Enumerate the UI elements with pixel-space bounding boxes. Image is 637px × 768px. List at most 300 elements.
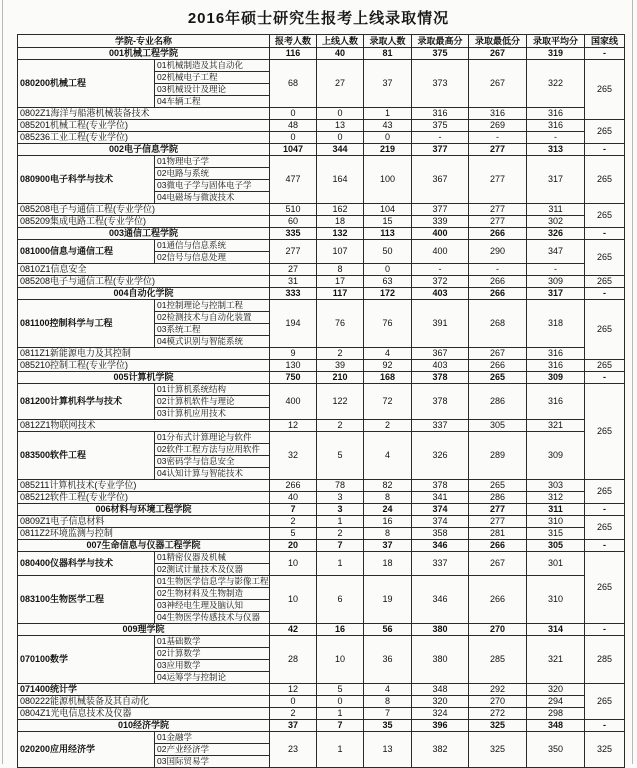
value-cell: 81 [364,48,412,60]
specialty-code-cell: 080400仪器科学与技术 [18,552,155,576]
specialty-code-cell: 085211计算机技术(专业学位) [18,480,270,492]
value-cell: 12 [270,420,317,432]
value-cell: 314 [527,624,585,636]
value-cell: 290 [469,240,527,264]
value-cell: 9 [270,348,317,360]
value-cell: 2 [364,420,412,432]
value-cell: 15 [364,216,412,228]
direction-row [18,636,625,648]
direction-row [18,156,625,168]
value-cell: 7 [317,720,364,732]
value-cell: 10 [317,636,364,684]
direction-cell: 01生物医学信息学与影像工程 [155,576,270,588]
value-cell: 305 [527,540,585,552]
value-cell: 325 [469,720,527,732]
value-cell: 373 [412,60,469,108]
value-cell: 266 [469,540,527,552]
value-cell: 7 [364,708,412,720]
direction-cell: 04模式识别与智能系统 [155,336,270,348]
national-line-cell: 265 [585,516,625,540]
value-cell: 132 [317,228,364,240]
value-cell: 358 [412,528,469,540]
value-cell: 477 [270,156,317,204]
college-name-cell: 005计算机学院 [18,372,270,384]
direction-row [18,300,625,312]
value-cell: 3 [317,492,364,504]
value-cell: - [412,132,469,144]
value-cell: 37 [364,540,412,552]
value-cell: 100 [364,156,412,204]
value-cell: 16 [364,516,412,528]
direction-cell: 04电磁场与微波技术 [155,192,270,204]
value-cell: 1 [317,708,364,720]
value-cell: 322 [527,60,585,108]
value-cell: 403 [412,288,469,300]
direction-cell: 02机械电子工程 [155,72,270,84]
value-cell: 321 [527,420,585,432]
specialty-row [18,276,625,288]
value-cell: 266 [469,360,527,372]
specialty-code-cell: 083100生物医学工程 [18,576,155,624]
specialty-row [18,348,625,360]
value-cell: 750 [270,372,317,384]
value-cell: 8 [317,264,364,276]
value-cell: 367 [412,348,469,360]
direction-cell: 04认知计算与智能技术 [155,468,270,480]
specialty-row [18,696,625,708]
specialty-row [18,528,625,540]
value-cell: 348 [527,720,585,732]
value-cell: 60 [270,216,317,228]
value-cell: 267 [469,60,527,108]
college-row [18,288,625,300]
value-cell: 320 [527,684,585,696]
specialty-code-cell: 0811Z2环境监测与控制 [18,528,270,540]
value-cell: 82 [364,480,412,492]
value-cell: 172 [364,288,412,300]
value-cell: 0 [270,132,317,144]
direction-cell: 04运筹学与控制论 [155,672,270,684]
direction-cell: 03神经电生理及脑认知 [155,600,270,612]
value-cell: 268 [469,300,527,348]
value-cell: 42 [270,624,317,636]
value-cell: 10 [270,576,317,624]
value-cell: 319 [527,48,585,60]
college-row [18,540,625,552]
value-cell: 0 [364,132,412,144]
value-cell: 335 [270,228,317,240]
value-cell: 266 [469,576,527,624]
value-cell: 40 [317,48,364,60]
value-cell: 122 [317,384,364,420]
value-cell: 311 [527,204,585,216]
admissions-table [17,34,625,768]
value-cell: 400 [270,384,317,420]
value-cell: 309 [527,276,585,288]
value-cell: 277 [469,204,527,216]
value-cell: 346 [412,540,469,552]
specialty-code-cell: 085201机械工程(专业学位) [18,120,270,132]
direction-cell: 02软件工程方法与应用软件 [155,444,270,456]
value-cell: 403 [412,360,469,372]
value-cell: 265 [469,372,527,384]
value-cell: 35 [364,720,412,732]
value-cell: 266 [270,480,317,492]
national-line-cell: 325 [585,732,625,768]
direction-cell: 04车辆工程 [155,96,270,108]
value-cell: 510 [270,204,317,216]
value-cell: 333 [270,288,317,300]
value-cell: 305 [469,420,527,432]
value-cell: 285 [469,636,527,684]
value-cell: 269 [469,120,527,132]
value-cell: 374 [412,504,469,516]
value-cell: 378 [412,384,469,420]
value-cell: 76 [317,300,364,348]
value-cell: 5 [317,432,364,480]
specialty-row [18,708,625,720]
college-name-cell: 010经济学院 [18,720,270,732]
value-cell: 289 [469,432,527,480]
college-name-cell: 004自动化学院 [18,288,270,300]
direction-cell: 02检测技术与自动化装置 [155,312,270,324]
value-cell: 36 [364,636,412,684]
college-row [18,228,625,240]
value-cell: 317 [527,288,585,300]
specialty-code-cell: 085208电子与通信工程(专业学位) [18,276,270,288]
value-cell: 378 [412,480,469,492]
value-cell: 56 [364,624,412,636]
value-cell: 2 [317,528,364,540]
value-cell: 164 [317,156,364,204]
value-cell: 72 [364,384,412,420]
value-cell: 372 [412,276,469,288]
value-cell: 107 [317,240,364,264]
value-cell: 19 [364,576,412,624]
direction-cell: 03微电子学与固体电子学 [155,180,270,192]
column-header: 录取最高分 [412,35,469,48]
national-line-cell: - [585,144,625,156]
table-body [18,48,625,768]
value-cell: 400 [412,240,469,264]
value-cell: 27 [317,60,364,108]
college-row [18,720,625,732]
value-cell: 0 [317,696,364,708]
specialty-row [18,264,625,276]
value-cell: 350 [527,732,585,768]
table-header [18,35,625,48]
value-cell: 318 [527,300,585,348]
value-cell: 18 [317,216,364,228]
value-cell: 277 [270,240,317,264]
value-cell: 277 [469,216,527,228]
column-header: 国家线 [585,35,625,48]
value-cell: 6 [317,576,364,624]
value-cell: 301 [527,552,585,576]
value-cell: 320 [412,696,469,708]
value-cell: 265 [469,480,527,492]
value-cell: 326 [527,228,585,240]
value-cell: 1 [317,732,364,768]
national-line-cell: - [585,504,625,516]
value-cell: 116 [270,48,317,60]
specialty-row [18,204,625,216]
value-cell: 272 [469,708,527,720]
value-cell: 298 [527,708,585,720]
value-cell: 316 [527,120,585,132]
college-name-cell: 001机械工程学院 [18,48,270,60]
value-cell: 377 [412,144,469,156]
value-cell: 7 [317,540,364,552]
direction-cell: 01分布式计算理论与软件 [155,432,270,444]
value-cell: 104 [364,204,412,216]
college-row [18,504,625,516]
value-cell: 16 [317,624,364,636]
value-cell: 347 [527,240,585,264]
value-cell: 7 [270,504,317,516]
direction-row [18,240,625,252]
value-cell: 210 [317,372,364,384]
value-cell: 43 [364,120,412,132]
value-cell: 270 [469,696,527,708]
value-cell: 0 [270,696,317,708]
college-name-cell: 007生命信息与仪器工程学院 [18,540,270,552]
value-cell: 310 [527,576,585,624]
value-cell: 50 [364,240,412,264]
specialty-code-cell: 085212软件工程(专业学位) [18,492,270,504]
page-right-border [632,0,633,764]
value-cell: 2 [270,708,317,720]
national-line-cell: - [585,624,625,636]
specialty-code-cell: 083500软件工程 [18,432,155,480]
value-cell: 24 [364,504,412,516]
specialty-row [18,480,625,492]
value-cell: 326 [412,432,469,480]
value-cell: 1 [317,552,364,576]
direction-row [18,576,625,588]
direction-cell: 02计算机软件与理论 [155,396,270,408]
value-cell: 281 [469,528,527,540]
value-cell: 348 [412,684,469,696]
direction-row [18,432,625,444]
value-cell: 37 [270,720,317,732]
value-cell: 40 [270,492,317,504]
value-cell: 194 [270,300,317,348]
value-cell: 37 [364,60,412,108]
value-cell: 316 [412,108,469,120]
national-line-cell: - [585,288,625,300]
value-cell: 4 [364,432,412,480]
national-line-cell: 265 [585,276,625,288]
direction-cell: 01金融学 [155,732,270,744]
direction-cell: 03国际贸易学 [155,756,270,768]
value-cell: 310 [527,516,585,528]
value-cell: 321 [527,636,585,684]
national-line-cell: 265 [585,552,625,624]
value-cell: 266 [469,276,527,288]
direction-cell: 01计算机系统结构 [155,384,270,396]
value-cell: 32 [270,432,317,480]
national-line-cell: 265 [585,684,625,720]
value-cell: 0 [364,264,412,276]
column-header: 录取人数 [364,35,412,48]
direction-row [18,732,625,744]
specialty-code-cell: 0802Z1海洋与船港机械装备技术 [18,108,270,120]
value-cell: 39 [317,360,364,372]
value-cell: 375 [412,120,469,132]
specialty-row [18,420,625,432]
value-cell: 0 [270,108,317,120]
national-line-cell: 265 [585,204,625,228]
specialty-code-cell: 0812Z1物联网技术 [18,420,270,432]
value-cell: 48 [270,120,317,132]
value-cell: 317 [527,156,585,204]
value-cell: 266 [469,228,527,240]
value-cell: 378 [412,372,469,384]
national-line-cell: - [585,48,625,60]
specialty-row [18,132,625,144]
value-cell: 346 [412,576,469,624]
national-line-cell: 285 [585,636,625,684]
college-name-cell: 003通信工程学院 [18,228,270,240]
value-cell: 339 [412,216,469,228]
column-header: 报考人数 [270,35,317,48]
value-cell: 382 [412,732,469,768]
specialty-code-cell: 081200计算机科学与技术 [18,384,155,420]
specialty-row [18,120,625,132]
direction-cell: 01通信与信息系统 [155,240,270,252]
value-cell: 1047 [270,144,317,156]
specialty-row [18,492,625,504]
value-cell: 277 [469,156,527,204]
college-row [18,624,625,636]
specialty-code-cell: 085236工业工程(专业学位) [18,132,270,144]
value-cell: 380 [412,636,469,684]
value-cell: - [469,264,527,276]
value-cell: 309 [527,432,585,480]
national-line-cell: - [585,540,625,552]
value-cell: 315 [527,528,585,540]
value-cell: 292 [469,684,527,696]
value-cell: 5 [317,684,364,696]
specialty-code-cell: 0804Z1光电信息技术及仪器 [18,708,270,720]
value-cell: 12 [270,684,317,696]
value-cell: 5 [270,528,317,540]
value-cell: 168 [364,372,412,384]
value-cell: 162 [317,204,364,216]
direction-cell: 03机械设计及理论 [155,84,270,96]
national-line-cell: 265 [585,360,625,372]
column-header: 录取平均分 [527,35,585,48]
college-row [18,48,625,60]
national-line-cell: 265 [585,384,625,480]
value-cell: 267 [469,348,527,360]
value-cell: 266 [469,288,527,300]
value-cell: 313 [527,144,585,156]
direction-cell: 02计算数学 [155,648,270,660]
national-line-cell: 265 [585,300,625,360]
value-cell: 311 [527,504,585,516]
specialty-code-cell: 085210控制工程(专业学位) [18,360,270,372]
value-cell: 2 [317,420,364,432]
value-cell: 0 [317,132,364,144]
specialty-row [18,216,625,228]
value-cell: 117 [317,288,364,300]
value-cell: - [469,132,527,144]
direction-cell: 03计算机应用技术 [155,408,270,420]
page-left-border [2,0,3,764]
value-cell: 10 [270,552,317,576]
header-row [18,35,625,48]
column-header: 录取最低分 [469,35,527,48]
value-cell: - [412,264,469,276]
specialty-code-cell: 081100控制科学与工程 [18,300,155,348]
value-cell: 270 [469,624,527,636]
page-title: 2016年硕士研究生报考上线录取情况 [187,10,450,27]
specialty-code-cell: 085208电子与通信工程(专业学位) [18,204,270,216]
direction-cell: 01控制理论与控制工程 [155,300,270,312]
specialty-code-cell: 0811Z1新能源电力及其控制 [18,348,270,360]
value-cell: 380 [412,624,469,636]
direction-cell: 02电路与系统 [155,168,270,180]
column-header: 上线人数 [317,35,364,48]
value-cell: 8 [364,492,412,504]
value-cell: 8 [364,528,412,540]
specialty-code-cell: 080222能源机械装备及其自动化 [18,696,270,708]
national-line-cell: 265 [585,240,625,276]
value-cell: 23 [270,732,317,768]
value-cell: 4 [364,348,412,360]
value-cell: 2 [270,516,317,528]
value-cell: 316 [527,348,585,360]
value-cell: 337 [412,552,469,576]
college-name-cell: 006材料与环境工程学院 [18,504,270,516]
direction-cell: 03应用数学 [155,660,270,672]
value-cell: 391 [412,300,469,348]
value-cell: 367 [412,156,469,204]
specialty-code-cell: 0810Z1信息安全 [18,264,270,276]
value-cell: 400 [412,228,469,240]
value-cell: 337 [412,420,469,432]
value-cell: 4 [364,684,412,696]
value-cell: - [527,132,585,144]
direction-cell: 03系统工程 [155,324,270,336]
value-cell: 375 [412,48,469,60]
direction-cell: 02测试计量技术及仪器 [155,564,270,576]
direction-cell: 01基础数学 [155,636,270,648]
direction-row [18,384,625,396]
direction-cell: 02信号与信息处理 [155,252,270,264]
value-cell: 31 [270,276,317,288]
value-cell: 3 [317,504,364,516]
value-cell: 302 [527,216,585,228]
value-cell: 1 [317,516,364,528]
specialty-code-cell: 081000信息与通信工程 [18,240,155,264]
value-cell: - [527,264,585,276]
direction-cell: 01机械制造及其自动化 [155,60,270,72]
value-cell: 374 [412,516,469,528]
value-cell: 17 [317,276,364,288]
value-cell: 130 [270,360,317,372]
value-cell: 344 [317,144,364,156]
value-cell: 277 [469,504,527,516]
college-row [18,144,625,156]
value-cell: 76 [364,300,412,348]
value-cell: 20 [270,540,317,552]
direction-cell: 02生物材料及生物制造 [155,588,270,600]
value-cell: 2 [317,348,364,360]
value-cell: 377 [412,204,469,216]
